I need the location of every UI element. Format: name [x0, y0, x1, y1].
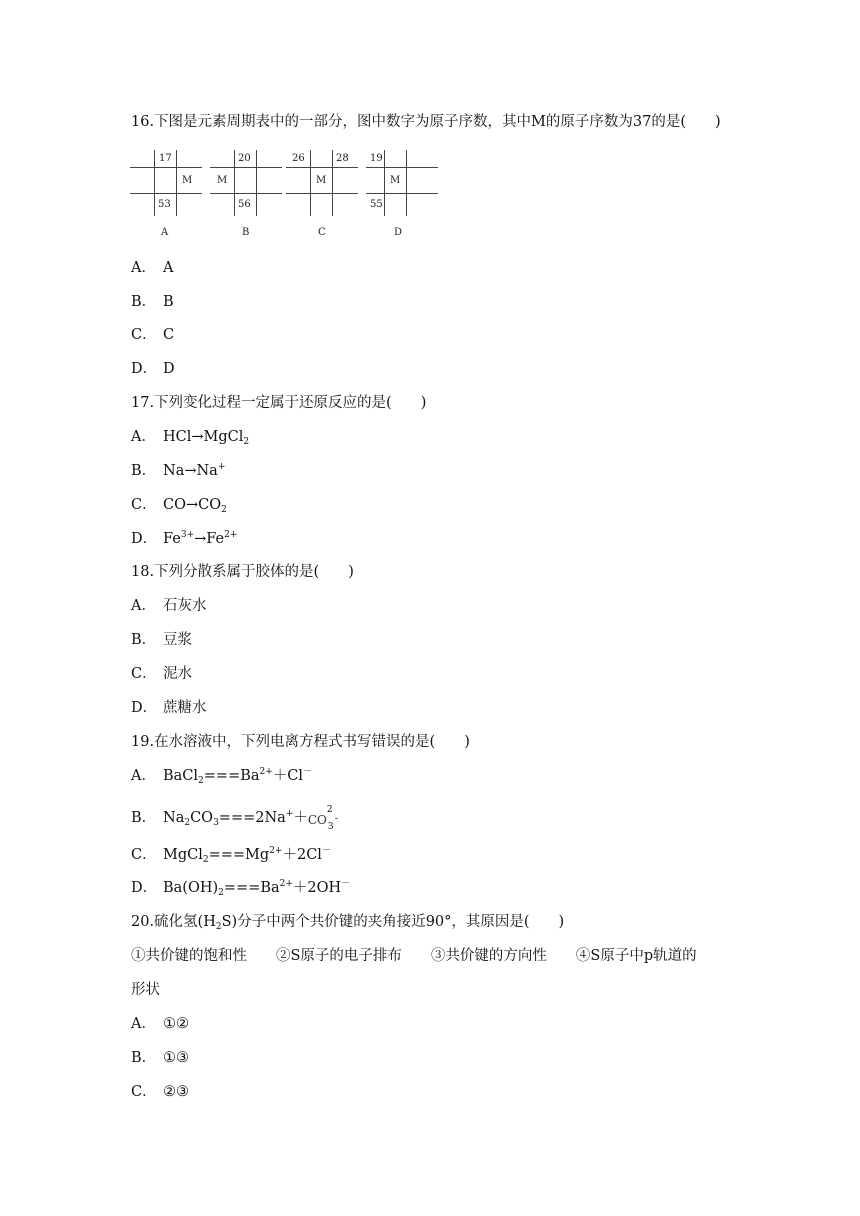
figure-label: D	[394, 227, 403, 238]
cell-number: 19	[370, 153, 383, 164]
question-20-statements: ①共价键的饱和性 ②S原子的电子排布 ③共价键的方向性 ④S原子中p轨道的	[131, 948, 697, 964]
cell-m: M	[390, 175, 401, 186]
cell-m: M	[316, 175, 327, 186]
question-20-stem: 20.硫化氢$(H_2S)$分子中两个共价键的夹角接近90°，其原因是( )	[131, 914, 565, 932]
question-16-stem: 16.下图是元素周期表中的一部分，图中数字为原子序数，其中M的原子序数为37的是( )	[131, 114, 721, 130]
figure-label: C	[318, 227, 326, 238]
q17-option-a[interactable]: A． HCl→MgCl$_2$	[131, 429, 250, 447]
q20-option-c[interactable]: C． ②③	[131, 1084, 189, 1100]
cell-number: 28	[336, 153, 349, 164]
cell-number: 26	[292, 153, 305, 164]
figure-option-c	[286, 150, 358, 238]
figure-option-a	[130, 150, 202, 238]
carbonate-ion: CO 2 3 -	[307, 805, 338, 832]
q17-option-b[interactable]: B． Na→Na+	[131, 462, 226, 479]
q18-option-b[interactable]: B． 豆浆	[131, 632, 192, 648]
question-19-stem: 19.在水溶液中，下列电离方程式书写错误的是( )	[131, 734, 470, 750]
q18-option-a[interactable]: A． 石灰水	[131, 598, 207, 614]
q18-option-c[interactable]: C． 泥水	[131, 666, 192, 682]
q19-option-d[interactable]: D． $Ba(OH)_2===Ba^{2+}+2OH^-$	[131, 879, 351, 898]
question-18-stem: 18.下列分散系属于胶体的是( )	[131, 564, 354, 580]
question-17-stem: 17.下列变化过程一定属于还原反应的是( )	[131, 395, 427, 411]
question-20-statements-cont: 形状	[131, 982, 160, 998]
q16-option-b[interactable]: B． B	[131, 294, 174, 310]
periodic-table-figure	[130, 150, 440, 246]
cell-number: 56	[238, 199, 251, 210]
cell-m: M	[182, 175, 193, 186]
q18-option-d[interactable]: D． 蔗糖水	[131, 700, 207, 716]
q16-option-c[interactable]: C． C	[131, 327, 175, 343]
figure-option-d	[366, 150, 438, 238]
q19-option-b[interactable]: B． $Na_2CO_3===2Na^++$ CO 2 3 -	[131, 806, 342, 828]
figure-label: A	[161, 227, 169, 238]
cell-number: 20	[238, 153, 251, 164]
q16-option-d[interactable]: D． D	[131, 361, 175, 377]
cell-number: 53	[158, 199, 171, 210]
q16-option-a[interactable]: A． A	[131, 260, 174, 276]
cell-number: 55	[370, 199, 383, 210]
cell-number: 17	[159, 153, 172, 164]
q20-option-b[interactable]: B． ①③	[131, 1050, 189, 1066]
figure-label: B	[242, 227, 250, 238]
q19-option-a[interactable]: A． $BaCl_2===Ba^{2+}+Cl^-$	[131, 767, 313, 786]
figure-option-b	[210, 150, 282, 238]
q19-option-c[interactable]: C． $MgCl_2===Mg^{2+}+2Cl^-$	[131, 846, 331, 865]
q20-option-a[interactable]: A． ①②	[131, 1016, 189, 1032]
q17-option-d[interactable]: D． $Fe^{3+}\to Fe^{2+}$	[131, 530, 238, 547]
cell-m: M	[217, 175, 228, 186]
q17-option-c[interactable]: C． $CO\to CO_2$	[131, 497, 227, 515]
